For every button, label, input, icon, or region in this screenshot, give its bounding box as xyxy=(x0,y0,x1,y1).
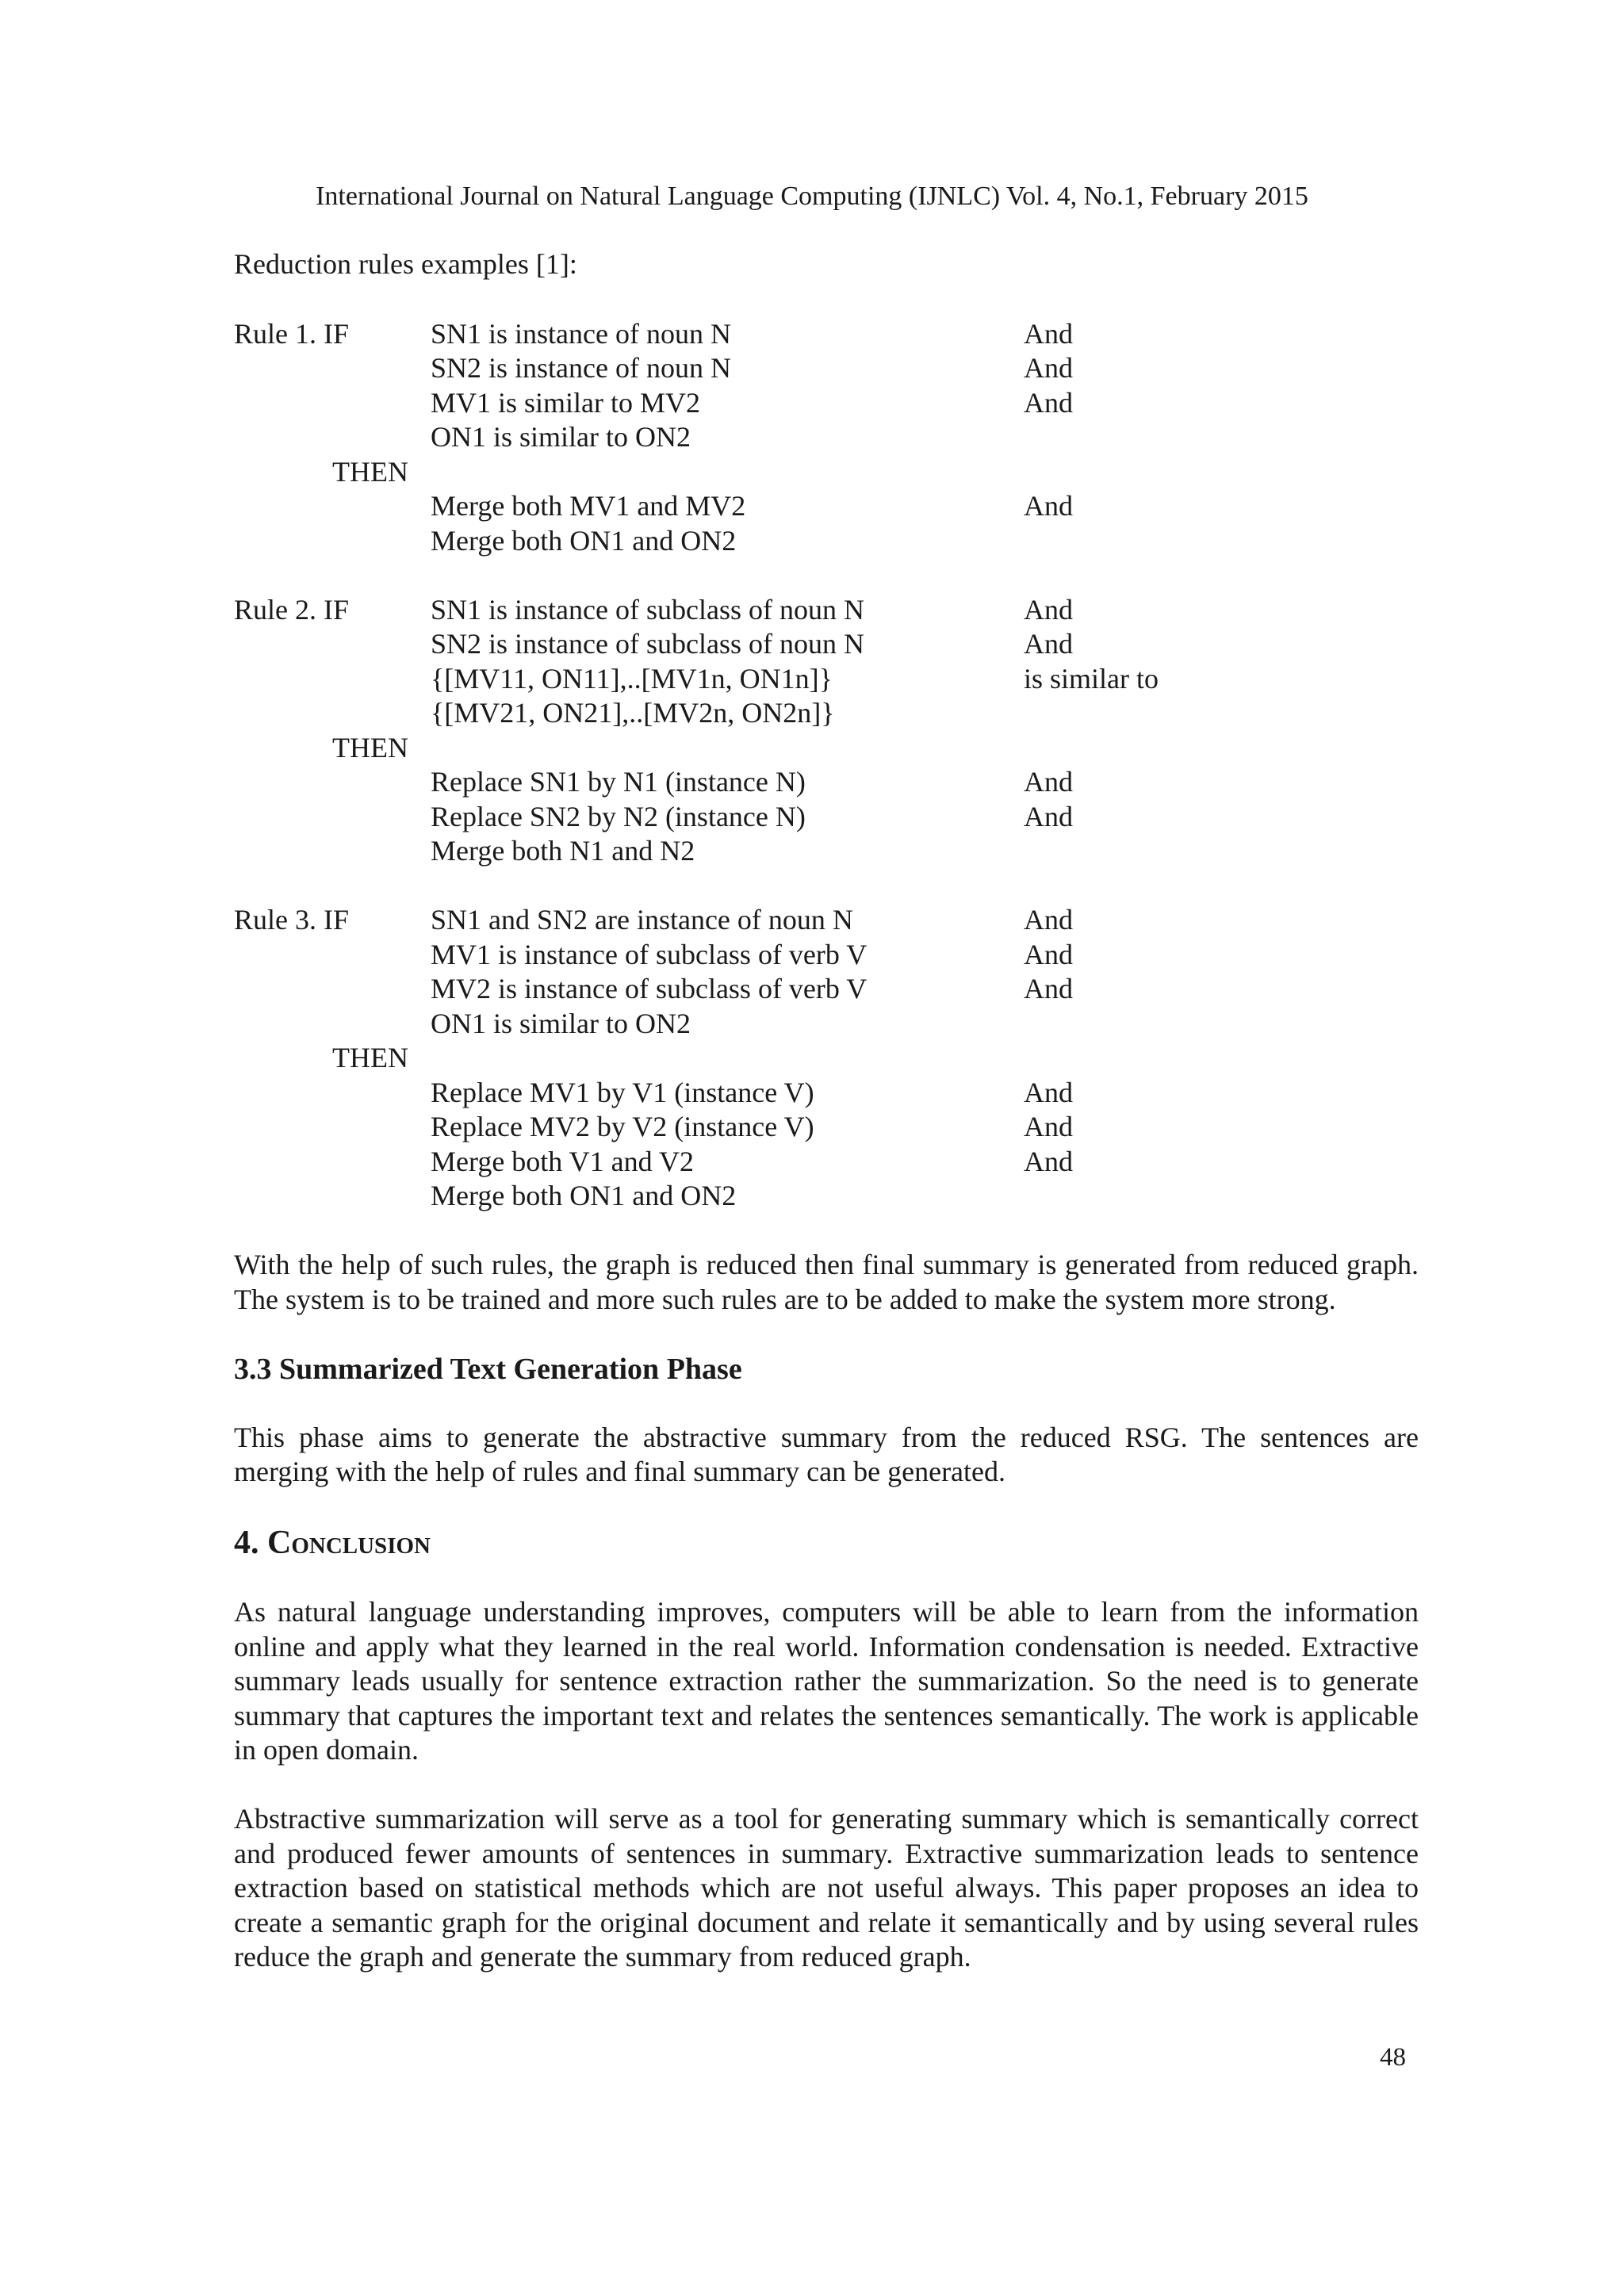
rule-condition: ON1 is similar to ON2 xyxy=(431,421,691,453)
rules-intro: Reduction rules examples [1]: xyxy=(234,248,577,280)
rule-row xyxy=(234,696,1419,731)
rule-conjunction: And xyxy=(1024,352,1073,384)
rule-label: Rule 3. IF xyxy=(234,904,350,936)
rule-condition: SN2 is instance of subclass of noun N xyxy=(431,628,864,660)
rule-action: Merge both MV1 and MV2 xyxy=(431,490,746,522)
rule-condition: MV1 is similar to MV2 xyxy=(431,386,701,419)
paragraph-3-3: This phase aims to generate the abstractive summary from the reduced RSG. The sentences are merging with the help of rules and final summary can be generated. xyxy=(234,1421,1419,1487)
rule-conjunction: And xyxy=(1024,973,1073,1004)
rule-conjunction xyxy=(1024,1179,1419,1214)
rule-action: Replace SN1 by N1 (instance N) xyxy=(431,766,806,798)
rule-row xyxy=(234,765,1419,800)
rule-condition: ON1 is similar to ON2 xyxy=(431,1007,691,1039)
main-content xyxy=(234,247,1419,1975)
rule-condition: SN2 is instance of noun N xyxy=(431,352,731,384)
rule-3 xyxy=(234,903,1419,1214)
rule-conjunction: is similar to xyxy=(1024,662,1159,695)
rule-conjunction: And xyxy=(1024,628,1073,660)
rule-conjunction: And xyxy=(1024,938,1073,970)
rule-row xyxy=(234,1110,1419,1145)
rule-conjunction xyxy=(1024,420,1419,455)
rule-action: Merge both ON1 and ON2 xyxy=(431,1180,737,1211)
paragraph-conclusion-2: Abstractive summarization will serve as a tool for generating summary which is semantically correct and produced fewer amounts of sentences in summary. Extractive summarization leads to sentence extraction based on statistical methods which are not useful always. This paper proposes an idea to create a semantic graph for the original document and relate it semantically and by using several rules reduce the graph and generate the summary from reduced graph. xyxy=(234,1803,1419,1973)
rule-row xyxy=(234,1041,1419,1076)
rule-2 xyxy=(234,593,1419,869)
rule-label: Rule 1. IF xyxy=(234,317,350,350)
rule-action: Replace MV2 by V2 (instance V) xyxy=(431,1111,814,1142)
rule-action: Merge both N1 and N2 xyxy=(431,835,695,867)
rule-conjunction xyxy=(1024,524,1419,559)
rule-condition: {[MV21, ON21],..[MV2n, ON2n]} xyxy=(431,697,835,729)
rule-row xyxy=(234,524,1419,559)
rule-condition: SN1 is instance of noun N xyxy=(431,317,731,350)
rule-conjunction: And xyxy=(1024,490,1073,522)
rule-conjunction: And xyxy=(1024,593,1073,626)
paragraph-conclusion-1: As natural language understanding improves, computers will be able to learn from the information online and apply what they learned in the real world. Information condensation is needed. Extractive summary leads usually for sentence extraction rather the summarization. So the need is to generate summary that captures the important text and relates the sentences semantically. The work is applicable in open domain. xyxy=(234,1596,1419,1766)
rule-row xyxy=(234,1145,1419,1180)
rule-condition: MV2 is instance of subclass of verb V xyxy=(431,973,868,1004)
rule-conjunction: And xyxy=(1024,386,1073,419)
rule-condition: {[MV11, ON11],..[MV1n, ON1n]} xyxy=(431,662,833,695)
rule-row xyxy=(234,1007,1419,1042)
page-number: 48 xyxy=(1380,2043,1406,2072)
rule-then: THEN xyxy=(332,1042,408,1073)
rule-then: THEN xyxy=(332,455,408,488)
rule-row xyxy=(234,1179,1419,1214)
rule-row xyxy=(234,593,1419,628)
rule-row xyxy=(234,351,1419,386)
rule-row xyxy=(234,972,1419,1007)
rule-1 xyxy=(234,317,1419,559)
rule-row xyxy=(234,317,1419,352)
rule-conjunction xyxy=(1024,696,1419,731)
rule-row xyxy=(234,489,1419,524)
rule-conjunction: And xyxy=(1024,317,1073,350)
rule-row xyxy=(234,938,1419,973)
rule-conjunction: And xyxy=(1024,1076,1073,1108)
section-heading-3-3: 3.3 Summarized Text Generation Phase xyxy=(234,1352,742,1386)
rule-label: Rule 2. IF xyxy=(234,593,350,626)
paragraph-rules-summary: With the help of such rules, the graph is reduced then final summary is generated from reduced graph. The system is to be trained and more such rules are to be added to make the system more strong. xyxy=(234,1249,1419,1315)
rule-row xyxy=(234,386,1419,421)
rule-condition: SN1 and SN2 are instance of noun N xyxy=(431,904,853,936)
rule-conjunction: And xyxy=(1024,904,1073,936)
rule-row xyxy=(234,731,1419,766)
rule-conjunction: And xyxy=(1024,800,1073,832)
rule-action: Merge both ON1 and ON2 xyxy=(431,524,737,557)
rule-action: Replace SN2 by N2 (instance N) xyxy=(431,800,806,832)
rule-conjunction xyxy=(1024,834,1419,869)
rule-conjunction: And xyxy=(1024,766,1073,798)
rule-conjunction: And xyxy=(1024,1145,1073,1177)
rule-condition: SN1 is instance of subclass of noun N xyxy=(431,593,864,626)
rule-row xyxy=(234,662,1419,697)
rule-row xyxy=(234,903,1419,938)
rule-row xyxy=(234,800,1419,835)
rule-condition: MV1 is instance of subclass of verb V xyxy=(431,938,868,970)
rule-action: Merge both V1 and V2 xyxy=(431,1145,694,1177)
running-header: International Journal on Natural Language Computing (IJNLC) Vol. 4, No.1, February 2015 xyxy=(316,182,1308,211)
rule-action: Replace MV1 by V1 (instance V) xyxy=(431,1076,814,1108)
rule-row xyxy=(234,627,1419,662)
rule-conjunction xyxy=(1024,1007,1419,1042)
rule-row xyxy=(234,420,1419,455)
rule-row xyxy=(234,834,1419,869)
rule-conjunction: And xyxy=(1024,1111,1073,1142)
rule-row xyxy=(234,455,1419,490)
rule-row xyxy=(234,1076,1419,1111)
rule-then: THEN xyxy=(332,731,408,763)
section-heading-conclusion: 4. Conclusion xyxy=(234,1525,431,1561)
